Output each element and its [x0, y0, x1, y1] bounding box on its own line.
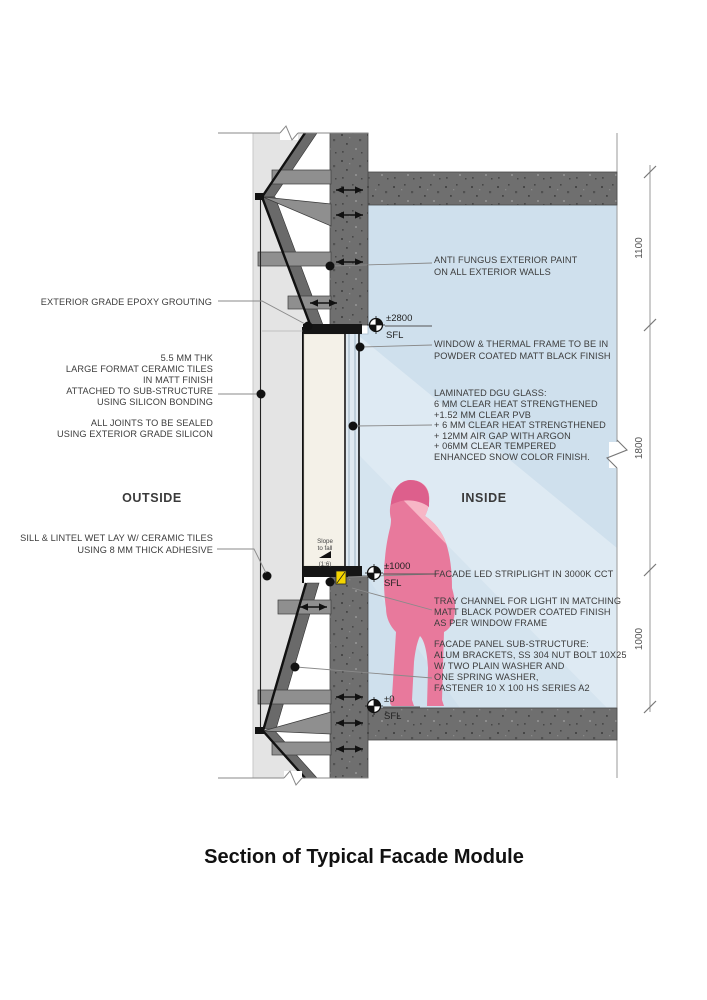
slope-ratio: (1:6) [318, 561, 332, 568]
annotation-tiles: ATTACHED TO SUB-STRUCTURE [66, 386, 213, 396]
annotation-substructure: ALUM BRACKETS, SS 304 NUT BOLT 10X25 [434, 650, 627, 660]
slope-text-2: to fall [317, 545, 333, 552]
annotation-window: WINDOW & THERMAL FRAME TO BE IN [434, 339, 609, 349]
annotation-glass: ENHANCED SNOW COLOR FINISH. [434, 452, 590, 462]
annotation-sill: USING 8 MM THICK ADHESIVE [77, 545, 213, 555]
zone-label-outside: OUTSIDE [122, 491, 182, 505]
level-datum: SFL [386, 330, 404, 341]
annotation-glass: +1.52 MM CLEAR PVB [434, 410, 532, 420]
dim-1800: 1800 [634, 436, 645, 460]
level-value-1000: ±1000 [384, 561, 411, 572]
annotation-joints: ALL JOINTS TO BE SEALED [90, 418, 213, 428]
dim-1000: 1000 [634, 627, 645, 651]
leader-dot [304, 322, 313, 331]
wall-above-window [330, 133, 368, 325]
window-sill-frame [303, 566, 362, 577]
annotation-substructure: W/ TWO PLAIN WASHER AND [434, 661, 565, 671]
slab-bottom [368, 708, 617, 740]
leader-dot [257, 390, 266, 399]
glass-unit [346, 334, 358, 566]
leader-dot [326, 262, 335, 271]
annotation-antifungus: ON ALL EXTERIOR WALLS [434, 267, 551, 277]
level-value-2800: ±2800 [386, 313, 413, 324]
annotations-left [20, 297, 214, 555]
apex-fixing-bottom [255, 727, 264, 734]
annotation-glass: + 06MM CLEAR TEMPERED [434, 441, 557, 451]
sill-fixing-dot [263, 572, 272, 581]
wall-below-window [330, 576, 368, 778]
bracket [258, 690, 331, 704]
annotation-antifungus: ANTI FUNGUS EXTERIOR PAINT [434, 255, 578, 265]
annotation-tiles: LARGE FORMAT CERAMIC TILES [65, 364, 213, 374]
annotation-tiles: USING SILICON BONDING [97, 397, 213, 407]
annotation-tray: AS PER WINDOW FRAME [434, 618, 548, 628]
leader-dot [356, 343, 365, 352]
slope-text-1: Slope [317, 538, 333, 545]
annotation-tiles: IN MATT FINISH [143, 375, 213, 385]
annotation-epoxy: EXTERIOR GRADE EPOXY GROUTING [40, 297, 212, 307]
dimension-string [634, 165, 656, 713]
drawing-title: Section of Typical Facade Module [204, 846, 524, 868]
bracket [258, 252, 331, 266]
annotation-glass: LAMINATED DGU GLASS: [434, 388, 547, 398]
level-value-0: ±0 [384, 694, 395, 705]
annotation-glass: + 12MM AIR GAP WITH ARGON [434, 431, 571, 441]
dim-1100: 1100 [634, 237, 645, 259]
sill-fixing-dot [326, 578, 335, 587]
annotation-led: FACADE LED STRIPLIGHT IN 3000K CCT [434, 569, 614, 579]
window-reveal [304, 334, 345, 566]
annotation-window: POWDER COATED MATT BLACK FINISH [434, 351, 611, 361]
annotation-tray: TRAY CHANNEL FOR LIGHT IN MATCHING [434, 596, 622, 606]
bracket [272, 742, 331, 755]
bracket [272, 170, 331, 184]
annotation-glass: + 6 MM CLEAR HEAT STRENGTHENED [434, 420, 606, 430]
level-datum: SFL [384, 578, 402, 589]
annotation-substructure: FASTENER 10 X 100 HS SERIES A2 [434, 683, 590, 693]
apex-fixing-top [255, 193, 264, 200]
annotation-sill: SILL & LINTEL WET LAY W/ CERAMIC TILES [20, 533, 213, 543]
leader-dot [291, 663, 300, 672]
annotation-joints: USING EXTERIOR GRADE SILICON [57, 429, 213, 439]
level-datum: SFL [384, 711, 402, 722]
annotation-tray: MATT BLACK POWDER COATED FINISH [434, 607, 611, 617]
annotation-substructure: FACADE PANEL SUB-STRUCTURE: [434, 639, 589, 649]
annotation-glass: 6 MM CLEAR HEAT STRENGTHENED [434, 399, 598, 409]
annotation-tiles: 5.5 MM THK [160, 353, 213, 363]
slab-top [368, 172, 617, 205]
leader-dot [349, 422, 358, 431]
annotation-substructure: ONE SPRING WASHER, [434, 672, 539, 682]
zone-label-inside: INSIDE [461, 491, 507, 505]
